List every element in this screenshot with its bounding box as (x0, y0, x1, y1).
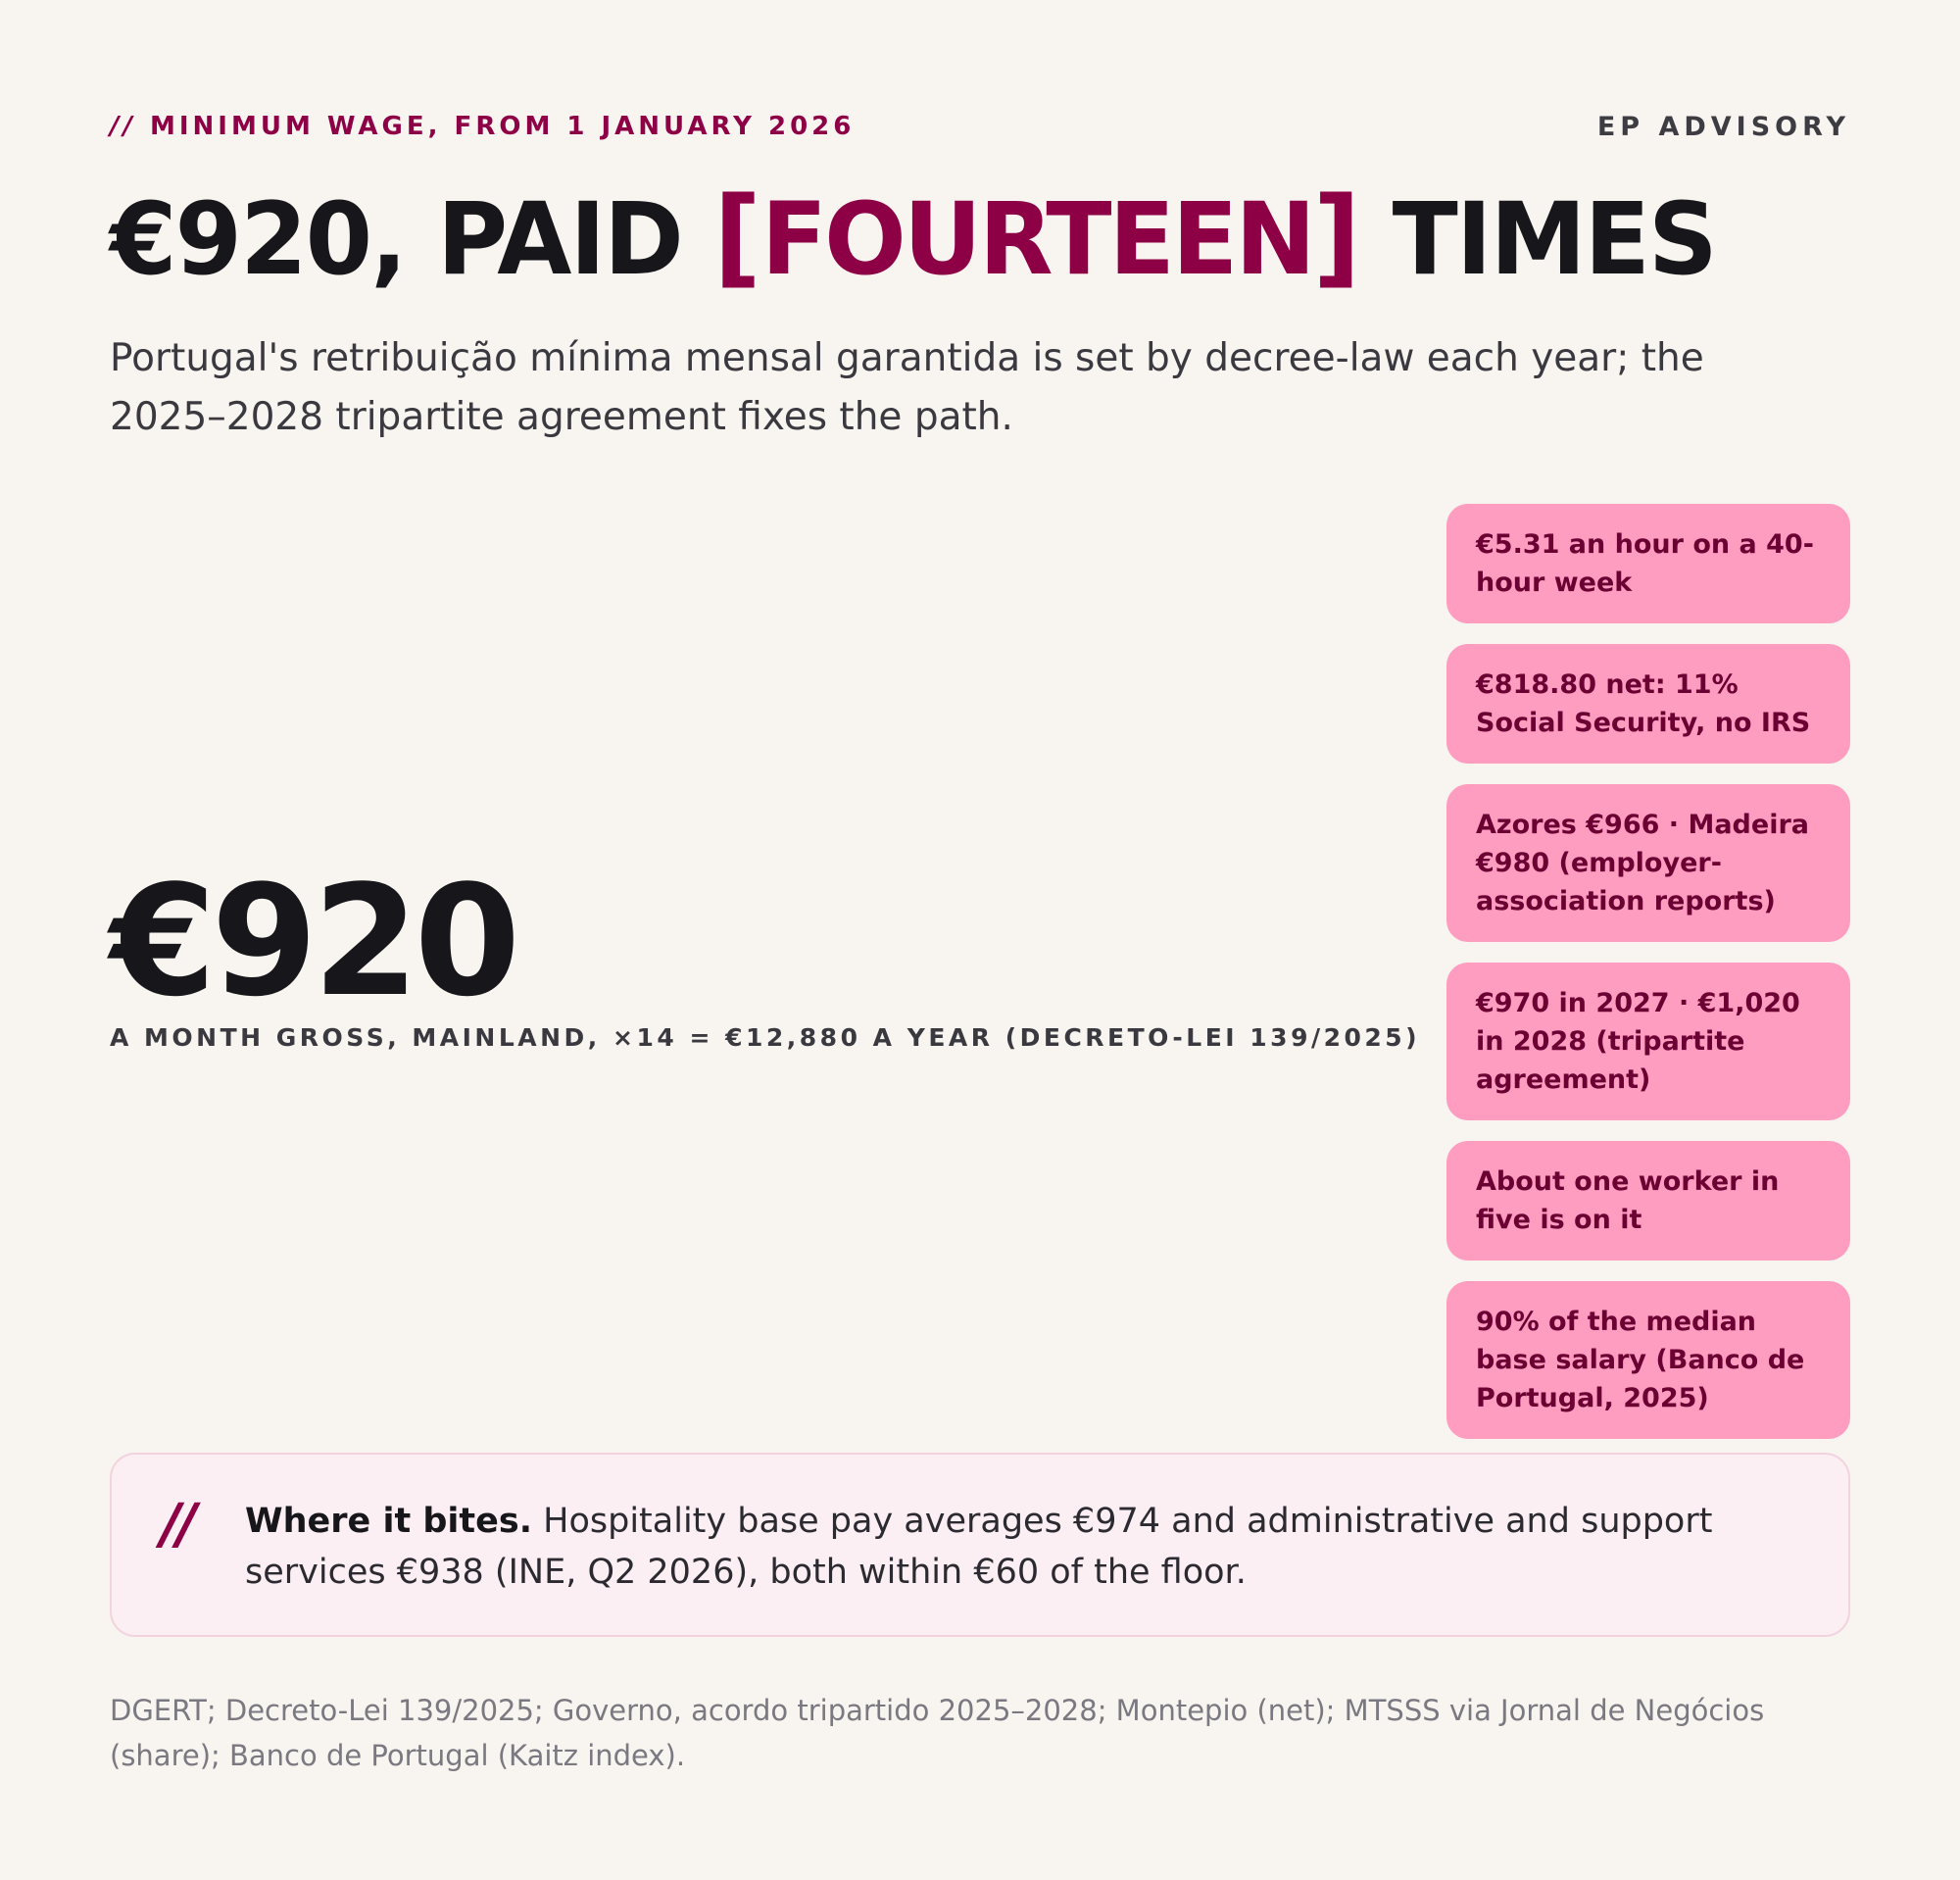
headline-part-1: €920, PAID (110, 181, 714, 298)
callout-box (110, 1453, 1850, 1637)
fact-pill: 90% of the median base salary (Banco de Portugal, 2025) (1446, 1281, 1850, 1439)
fact-pill: About one worker in five is on it (1446, 1141, 1850, 1261)
key-figure (110, 852, 1421, 1052)
headline-highlight: FOURTEEN (760, 181, 1313, 298)
headline-part-2: TIMES (1360, 181, 1716, 298)
callout-slash-icon: // (161, 1493, 193, 1557)
fact-pill-list (1446, 504, 1850, 1459)
infographic-page (110, 0, 1850, 1880)
key-figure-value: €920 (110, 852, 516, 1030)
brand-name: EP ADVISORY (1596, 112, 1850, 142)
fact-pill: €5.31 an hour on a 40-hour week (1446, 504, 1850, 623)
fact-pill: €818.80 net: 11% Social Security, no IRS (1446, 644, 1850, 764)
kicker-text: MINIMUM WAGE, FROM 1 JANUARY 2026 (150, 112, 856, 141)
callout-lead: Where it bites. (245, 1502, 533, 1541)
fact-pill: Azores €966 · Madeira €980 (employer-association reports) (1446, 784, 1850, 942)
headline-bracket-close: ] (1312, 173, 1361, 299)
kicker (110, 112, 855, 141)
callout-text (245, 1496, 1813, 1598)
subtitle: Portugal's retribuição mínima mensal garantida is set by decree-law each year; the 2025–2028 tripartite agreement fixes the path. (110, 336, 1704, 439)
top-bar (110, 112, 1850, 151)
callout-body: Hospitality base pay averages €974 and administrative and support services €938 (INE, Q2 2026), both within €60 of the floor. (245, 1502, 1713, 1592)
fact-pill: €970 in 2027 · €1,020 in 2028 (tripartite agreement) (1446, 963, 1850, 1120)
sources-note: DGERT; Decreto-Lei 139/2025; Governo, acordo tripartido 2025–2028; Montepio (net); MTSSS via Jornal de Negócios (share); Banco de Portugal (Kaitz index). (110, 1694, 1765, 1772)
kicker-slashes: // (110, 112, 136, 141)
headline (110, 173, 1716, 300)
key-figure-caption: A MONTH GROSS, MAINLAND, ×14 = €12,880 A YEAR (DECRETO-LEI 139/2025) (110, 1023, 1421, 1052)
headline-bracket-open: [ (713, 173, 761, 299)
